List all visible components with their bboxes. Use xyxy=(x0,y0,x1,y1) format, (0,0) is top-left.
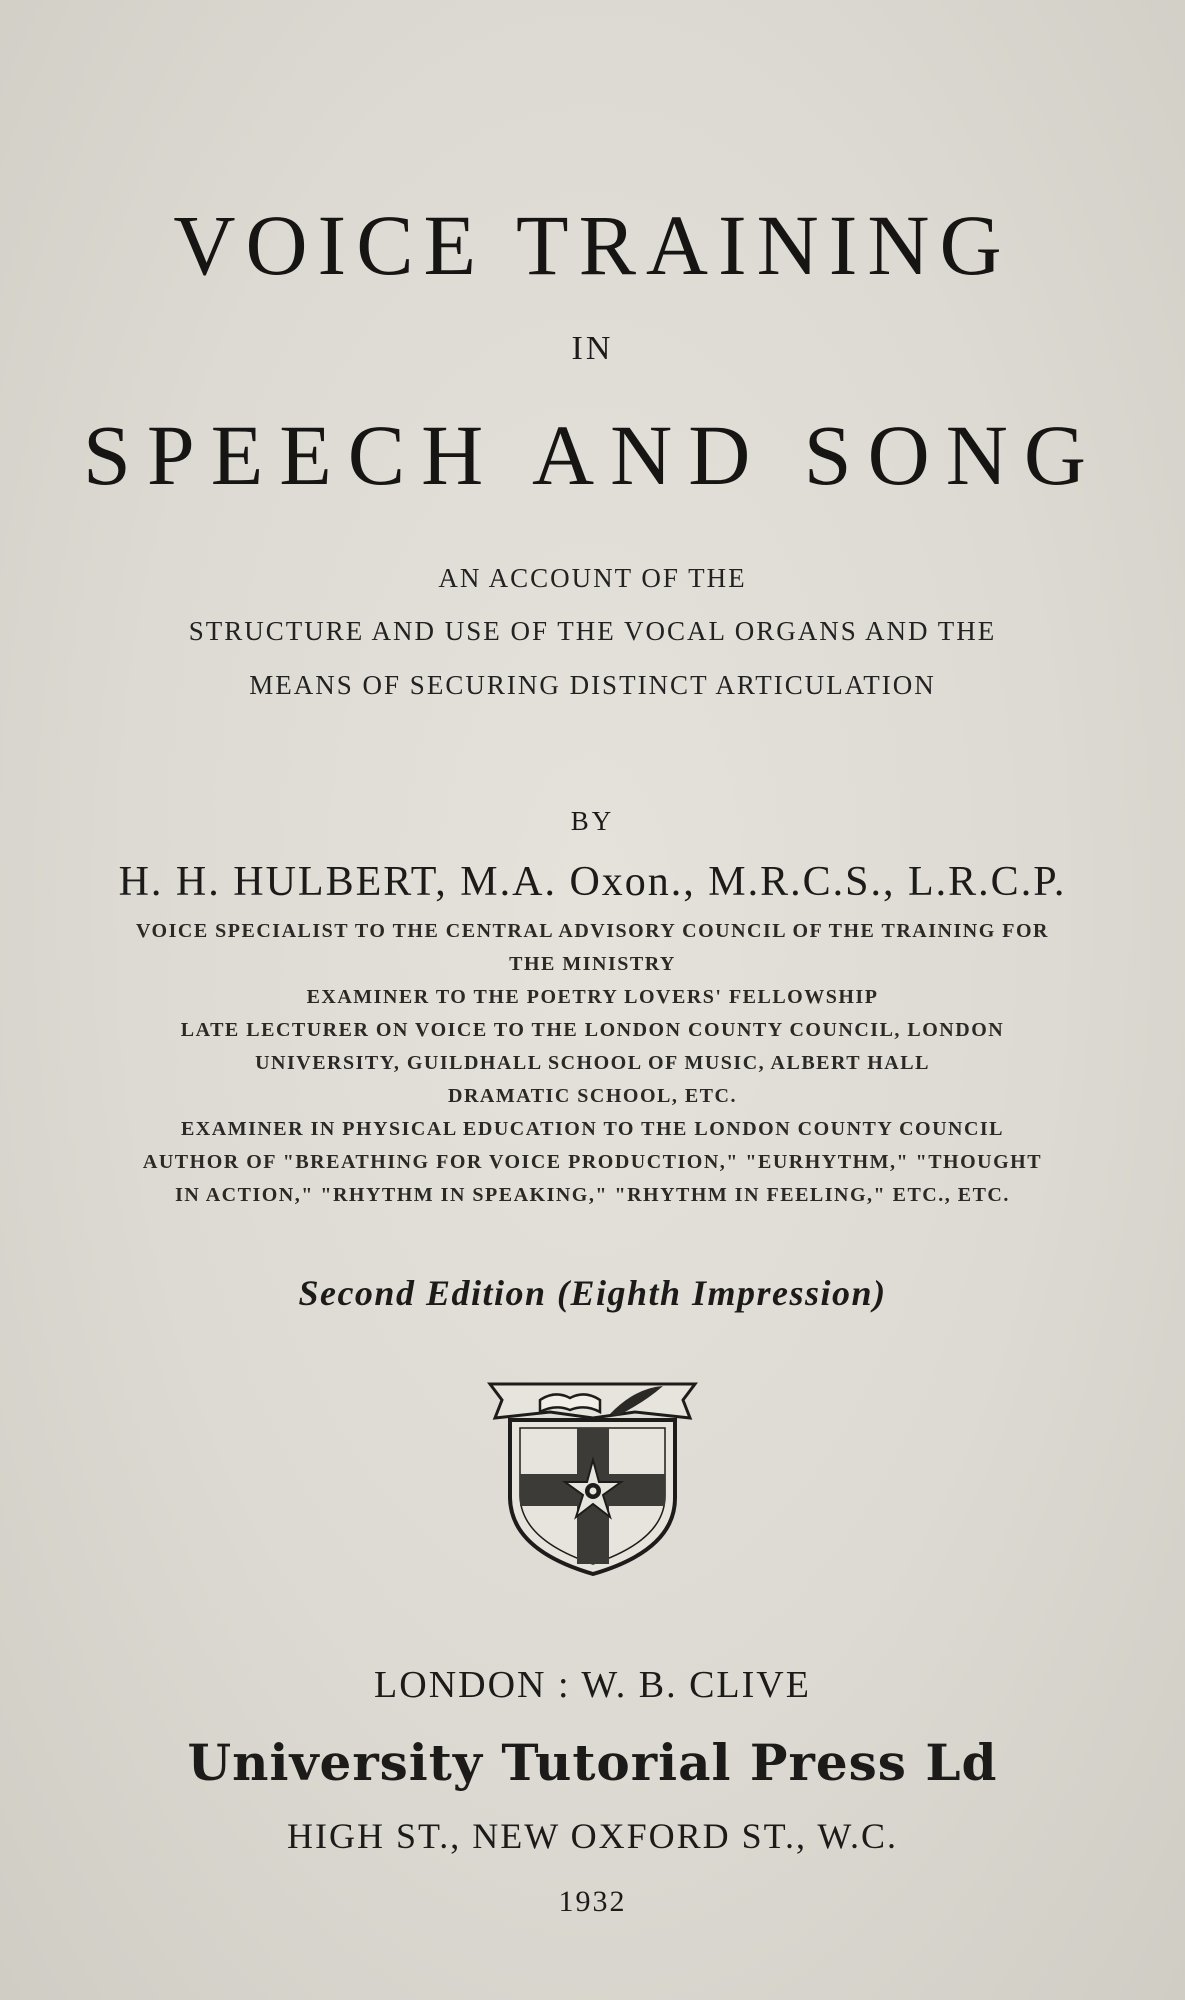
book-title-line-2: IN xyxy=(571,330,614,367)
credential-line: DRAMATIC SCHOOL, ETC. xyxy=(448,1085,737,1107)
edition-statement: Second Edition (Eighth Impression) xyxy=(298,1273,887,1313)
publisher-line: LONDON : W. B. CLIVE xyxy=(374,1664,811,1706)
credential-line: EXAMINER IN PHYSICAL EDUCATION TO THE LONDON COUNTY COUNCIL xyxy=(180,1118,1005,1140)
credential-line: THE MINISTRY xyxy=(509,953,676,975)
subtitle-line-3: MEANS OF SECURING DISTINCT ARTICULATION xyxy=(249,670,936,700)
publisher-crest-icon xyxy=(485,1378,700,1578)
credential-line: UNIVERSITY, GUILDHALL SCHOOL OF MUSIC, ALBERT HALL xyxy=(255,1052,930,1074)
publisher-address: HIGH ST., NEW OXFORD ST., W.C. xyxy=(286,1816,899,1856)
credential-line: IN ACTION," "RHYTHM IN SPEAKING," "RHYTHM IN FEELING," ETC., ETC. xyxy=(175,1184,1010,1206)
book-title-line-1: VOICE TRAINING xyxy=(173,197,1012,293)
credential-line: LATE LECTURER ON VOICE TO THE LONDON COUNTY COUNCIL, LONDON xyxy=(180,1019,1005,1041)
press-name: University Tutorial Press Ld xyxy=(187,1733,998,1792)
credential-line: VOICE SPECIALIST TO THE CENTRAL ADVISORY COUNCIL OF THE TRAINING FOR xyxy=(136,920,1049,942)
subtitle-line-1: AN ACCOUNT OF THE xyxy=(438,563,747,593)
credential-line: AUTHOR OF "BREATHING FOR VOICE PRODUCTION," "EURHYTHM," "THOUGHT xyxy=(142,1151,1043,1173)
book-title-line-3: SPEECH AND SONG xyxy=(83,407,1102,503)
publication-year: 1932 xyxy=(558,1885,627,1918)
author-name: H. H. HULBERT, M.A. Oxon., M.R.C.S., L.R.C.P. xyxy=(118,859,1067,905)
credential-line: EXAMINER TO THE POETRY LOVERS' FELLOWSHIP xyxy=(306,986,879,1008)
subtitle-line-2: STRUCTURE AND USE OF THE VOCAL ORGANS AND THE xyxy=(188,616,997,646)
byline: BY xyxy=(570,806,615,836)
